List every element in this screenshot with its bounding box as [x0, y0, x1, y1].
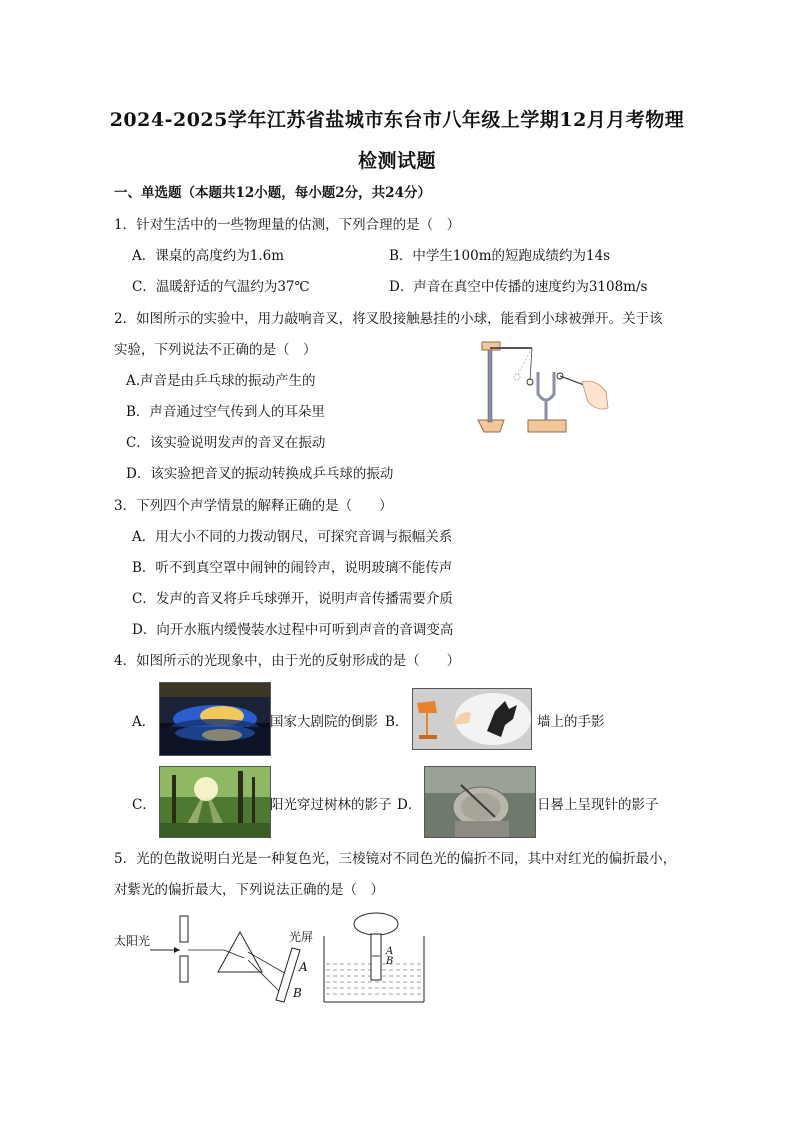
- q3-option-d: D．向开水瓶内缓慢装水过程中可听到声音的音调变高: [132, 622, 454, 638]
- screen-label: 光屏: [289, 930, 314, 944]
- q3-stem: 3．下列四个声学情景的解释正确的是（ ）: [114, 498, 393, 514]
- q1-option-b: B．中学生100m的短跑成绩约为14s: [389, 248, 611, 264]
- opera-house-photo: [159, 682, 271, 756]
- q4-option-d-letter: D．: [397, 797, 422, 813]
- point-a-label: A: [299, 960, 308, 974]
- forest-sunlight-photo: [159, 766, 271, 838]
- q2-option-c: C．该实验说明发声的音叉在振动: [126, 435, 326, 451]
- page-subtitle: 检测试题: [357, 150, 436, 172]
- sunlight-label: 太阳光: [114, 934, 151, 948]
- prism-figure: [114, 910, 324, 1006]
- q2-option-a: A.声音是由乒乓球的振动产生的: [126, 373, 316, 389]
- flask-point-b: B: [386, 956, 394, 967]
- q2-stem-line1: 2．如图所示的实验中，用力敲响音叉，将叉股接触悬挂的小球，能看到小球被弹开。关于该: [114, 311, 663, 327]
- sundial-photo: [424, 766, 536, 838]
- flask-figure: [318, 912, 428, 1004]
- q1-stem: 1．针对生活中的一些物理量的估测，下列合理的是（ ）: [114, 217, 461, 233]
- page-title: 2024-2025学年江苏省盐城市东台市八年级上学期12月月考物理: [109, 109, 685, 131]
- point-b-label: B: [293, 986, 302, 1000]
- q4-option-b-letter: B．: [385, 714, 409, 730]
- q4-option-a-text: 国家大剧院的倒影: [270, 714, 378, 730]
- q2-option-b: B．声音通过空气传到人的耳朵里: [126, 404, 325, 420]
- q2-stem-line2: 实验，下列说法不正确的是（ ）: [114, 342, 317, 358]
- q4-option-d-text: 日晷上呈现针的影子: [537, 797, 659, 813]
- flask-point-a: A: [386, 946, 394, 957]
- q1-option-d: D．声音在真空中传播的速度约为3108m/s: [389, 279, 648, 295]
- q4-option-a-letter: A．: [132, 714, 156, 730]
- q4-option-c-letter: C．: [132, 797, 156, 813]
- q4-stem: 4．如图所示的光现象中，由于光的反射形成的是（ ）: [114, 653, 461, 669]
- q1-option-a: A．课桌的高度约为1.6m: [132, 248, 285, 264]
- section-heading: 一、单选题（本题共12小题，每小题2分，共24分）: [114, 185, 431, 201]
- q3-option-c: C．发声的音叉将乒乓球弹开，说明声音传播需要介质: [132, 591, 453, 607]
- q5-stem-line1: 5．光的色散说明白光是一种复色光，三棱镜对不同色光的偏折不同，其中对红光的偏折最小，: [114, 851, 677, 867]
- q3-option-b: B．听不到真空罩中闹钟的闹铃声，说明玻璃不能传声: [132, 560, 453, 576]
- q5-stem-line2: 对紫光的偏折最大，下列说法正确的是（ ）: [114, 882, 384, 898]
- q2-option-d: D．该实验把音叉的振动转换成乒乓球的振动: [126, 466, 394, 482]
- q4-option-b-text: 墙上的手影: [537, 714, 605, 730]
- tuning-fork-figure: [470, 336, 620, 436]
- q1-option-c: C．温暖舒适的气温约为37℃: [132, 279, 310, 295]
- hand-shadow-photo: [412, 688, 532, 750]
- q3-option-a: A．用大小不同的力拨动钢尺，可探究音调与振幅关系: [132, 529, 453, 545]
- q4-option-c-text: 阳光穿过树林的影子: [270, 797, 392, 813]
